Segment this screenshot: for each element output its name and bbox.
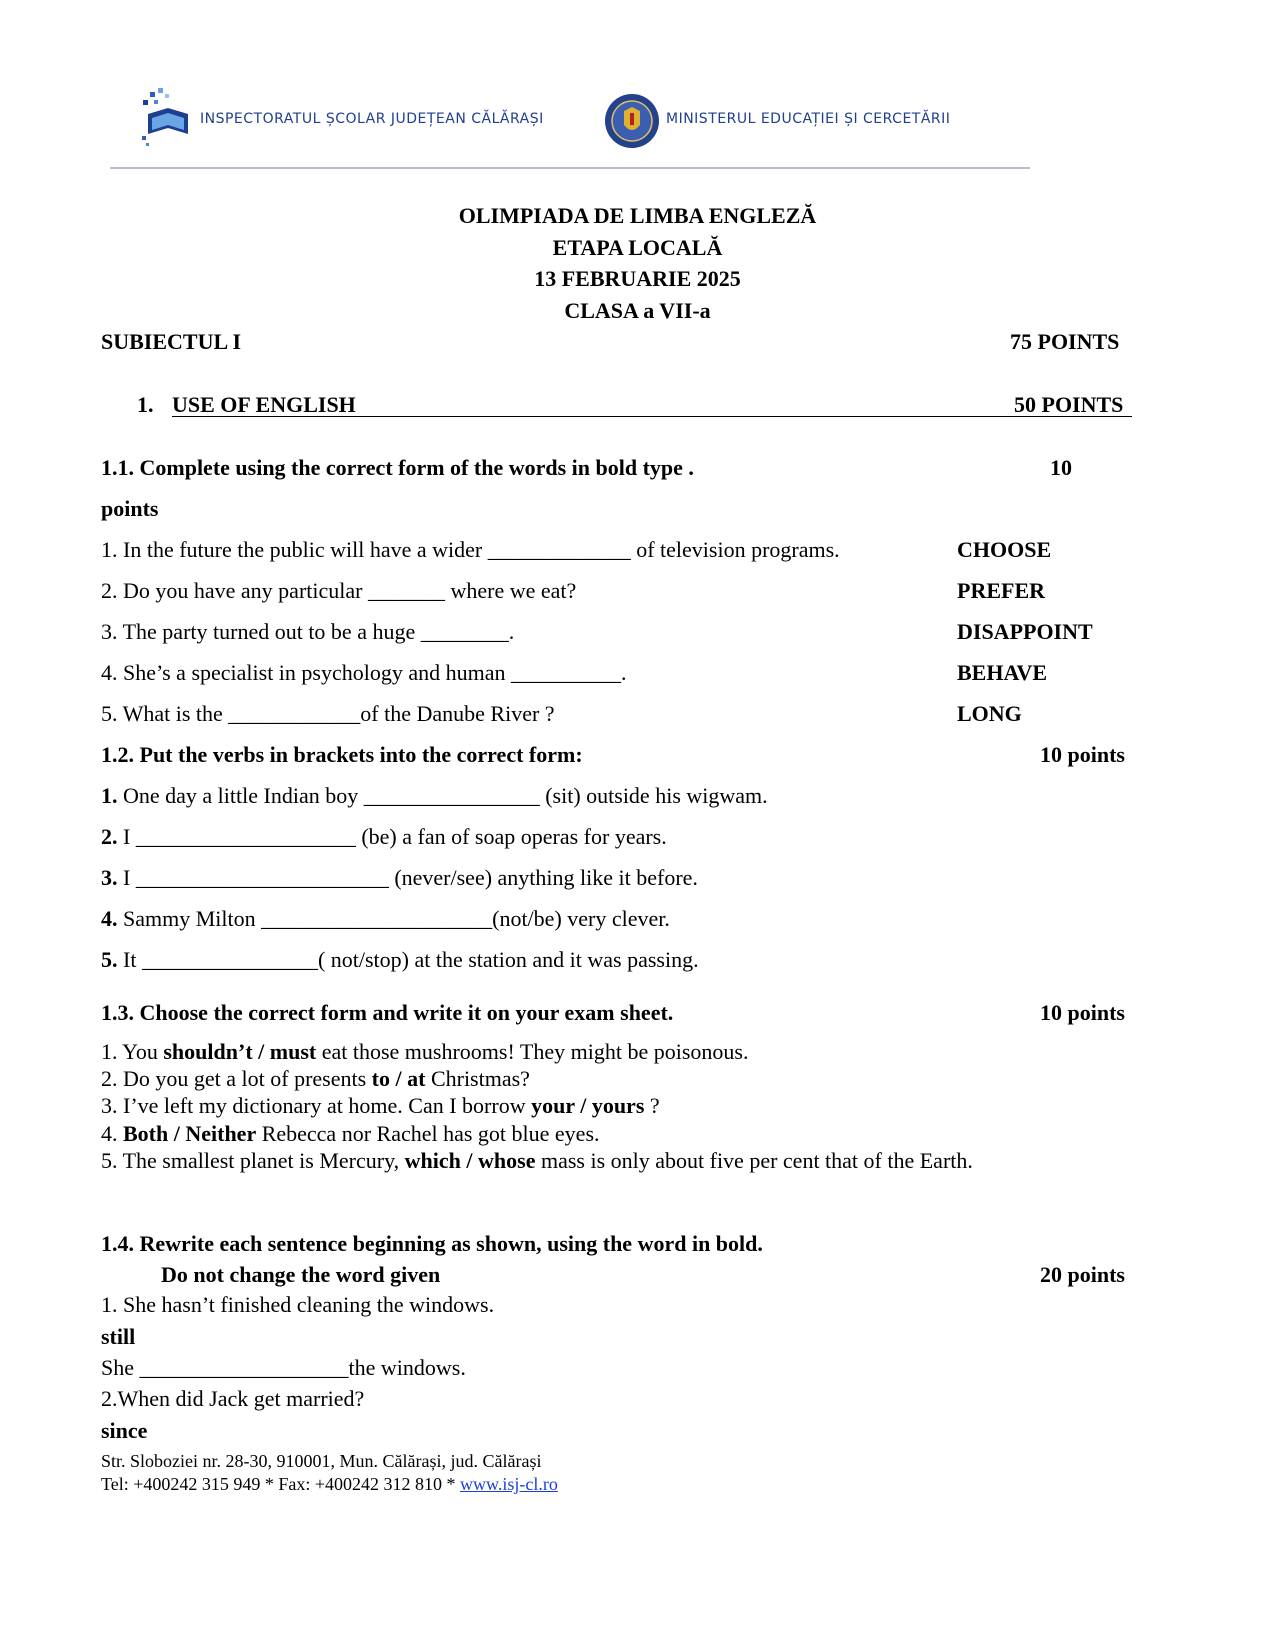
ex13-pre-5: 5. The smallest planet is Mercury, xyxy=(101,1148,405,1173)
ex13-post-3: ? xyxy=(644,1093,660,1118)
ex12-num-4: 4. xyxy=(101,906,118,931)
ex11-item-2: 2. Do you have any particular _______ where we eat? xyxy=(101,578,577,603)
ex11-points-number: 10 xyxy=(1050,455,1072,480)
right-org-name: MINISTERUL EDUCAȚIEI ȘI CERCETĂRII xyxy=(666,111,951,127)
ex11-item-1: 1. In the future the public will have a wider _____________ of television programs. xyxy=(101,537,840,562)
isj-logo-icon xyxy=(138,88,193,150)
ex14-heading: 1.4. Rewrite each sentence beginning as shown, using the word in bold. xyxy=(101,1231,763,1256)
title-line-4: CLASA a VII-a xyxy=(564,298,711,323)
ex13-item-5 xyxy=(101,1148,973,1174)
header-divider xyxy=(110,167,1030,169)
ex14-question-2: 2.When did Jack get married? xyxy=(101,1386,365,1411)
footer-website-link[interactable]: www.isj-cl.ro xyxy=(460,1474,558,1494)
ex13-item-4 xyxy=(101,1121,600,1147)
ex11-item-3: 3. The party turned out to be a huge ________. xyxy=(101,619,515,644)
ex13-post-1: eat those mushrooms! They might be poisonous. xyxy=(316,1039,749,1064)
ex12-points: 10 points xyxy=(1040,742,1125,767)
ex14-word-1: still xyxy=(101,1324,136,1349)
left-org-name: INSPECTORATUL ȘCOLAR JUDEȚEAN CĂLĂRAȘI xyxy=(200,111,544,127)
footer-address: Str. Sloboziei nr. 28-30, 910001, Mun. Călărași, jud. Călărași xyxy=(101,1451,542,1471)
ex11-word-1: CHOOSE xyxy=(957,537,1052,562)
ex11-word-4: BEHAVE xyxy=(957,660,1048,685)
title-line-2: ETAPA LOCALĂ xyxy=(552,235,723,260)
ex13-post-4: Rebecca nor Rachel has got blue eyes. xyxy=(256,1121,600,1146)
ex13-post-5: mass is only about five per cent that of the Earth. xyxy=(535,1148,973,1173)
ex12-item-4 xyxy=(101,906,670,932)
ex12-heading: 1.2. Put the verbs in brackets into the correct form: xyxy=(101,742,583,767)
ex12-item-3 xyxy=(101,865,698,891)
ex11-word-5: LONG xyxy=(957,701,1022,726)
ex12-text-4: Sammy Milton _____________________(not/be) very clever. xyxy=(117,906,670,931)
ex13-options-5: which / whose xyxy=(404,1148,536,1173)
ex11-points-word: points xyxy=(101,496,159,521)
ex11-word-3: DISAPPOINT xyxy=(957,619,1093,644)
ex11-item-5: 5. What is the ____________of the Danube River ? xyxy=(101,701,555,726)
section-number: 1. xyxy=(137,392,154,417)
ex14-answer-1: She ___________________the windows. xyxy=(101,1355,466,1380)
title-line-1: OLIMPIADA DE LIMBA ENGLEZĂ xyxy=(458,203,817,228)
section-underline xyxy=(172,416,1132,417)
ex12-item-5 xyxy=(101,947,699,973)
ex11-item-4: 4. She’s a specialist in psychology and human __________. xyxy=(101,660,627,685)
ex12-text-1: One day a little Indian boy ________________ (sit) outside his wigwam. xyxy=(117,783,768,808)
ex11-word-2: PREFER xyxy=(957,578,1045,603)
ex14-question-1: 1. She hasn’t finished cleaning the windows. xyxy=(101,1292,495,1317)
section-title: USE OF ENGLISH xyxy=(172,392,356,417)
section-points: 50 POINTS xyxy=(1014,392,1124,417)
ex12-text-2: I ____________________ (be) a fan of soap operas for years. xyxy=(117,824,667,849)
ex13-pre-2: 2. Do you get a lot of presents xyxy=(101,1066,372,1091)
footer-contact xyxy=(101,1474,558,1495)
ex13-points: 10 points xyxy=(1040,1000,1125,1025)
title-line-3: 13 FEBRUARIE 2025 xyxy=(534,266,741,291)
ex14-subheading: Do not change the word given xyxy=(161,1262,441,1287)
ex14-word-2: since xyxy=(101,1418,148,1443)
ex12-text-3: I _______________________ (never/see) anything like it before. xyxy=(117,865,698,890)
ex13-pre-1: 1. You xyxy=(101,1039,164,1064)
ex12-num-2: 2. xyxy=(101,824,118,849)
ex13-pre-3: 3. I’ve left my dictionary at home. Can I borrow xyxy=(101,1093,532,1118)
ex11-heading: 1.1. Complete using the correct form of the words in bold type . xyxy=(101,455,694,480)
ex13-pre-4: 4. xyxy=(101,1121,123,1146)
ex13-options-2: to / at xyxy=(371,1066,426,1091)
ex12-item-1 xyxy=(101,783,768,809)
ex13-post-2: Christmas? xyxy=(425,1066,530,1091)
ex13-item-1 xyxy=(101,1039,748,1065)
ministry-seal-icon xyxy=(604,93,660,149)
ex14-points: 20 points xyxy=(1040,1262,1125,1287)
ex12-num-5: 5. xyxy=(101,947,118,972)
ex12-num-1: 1. xyxy=(101,783,118,808)
ex12-num-3: 3. xyxy=(101,865,118,890)
subject-points: 75 POINTS xyxy=(1010,329,1120,354)
footer-contact-text: Tel: +400242 315 949 * Fax: +400242 312 810 * xyxy=(101,1474,461,1494)
ex13-heading: 1.3. Choose the correct form and write it on your exam sheet. xyxy=(101,1000,674,1025)
ex13-options-3: your / yours xyxy=(531,1093,645,1118)
subject-label: SUBIECTUL I xyxy=(101,329,242,354)
ex12-text-5: It ________________( not/stop) at the station and it was passing. xyxy=(117,947,699,972)
ex13-item-3 xyxy=(101,1093,660,1119)
ex12-item-2 xyxy=(101,824,667,850)
ex13-options-1: shouldn’t / must xyxy=(163,1039,317,1064)
ex13-item-2 xyxy=(101,1066,530,1092)
ex13-options-4: Both / Neither xyxy=(123,1121,257,1146)
